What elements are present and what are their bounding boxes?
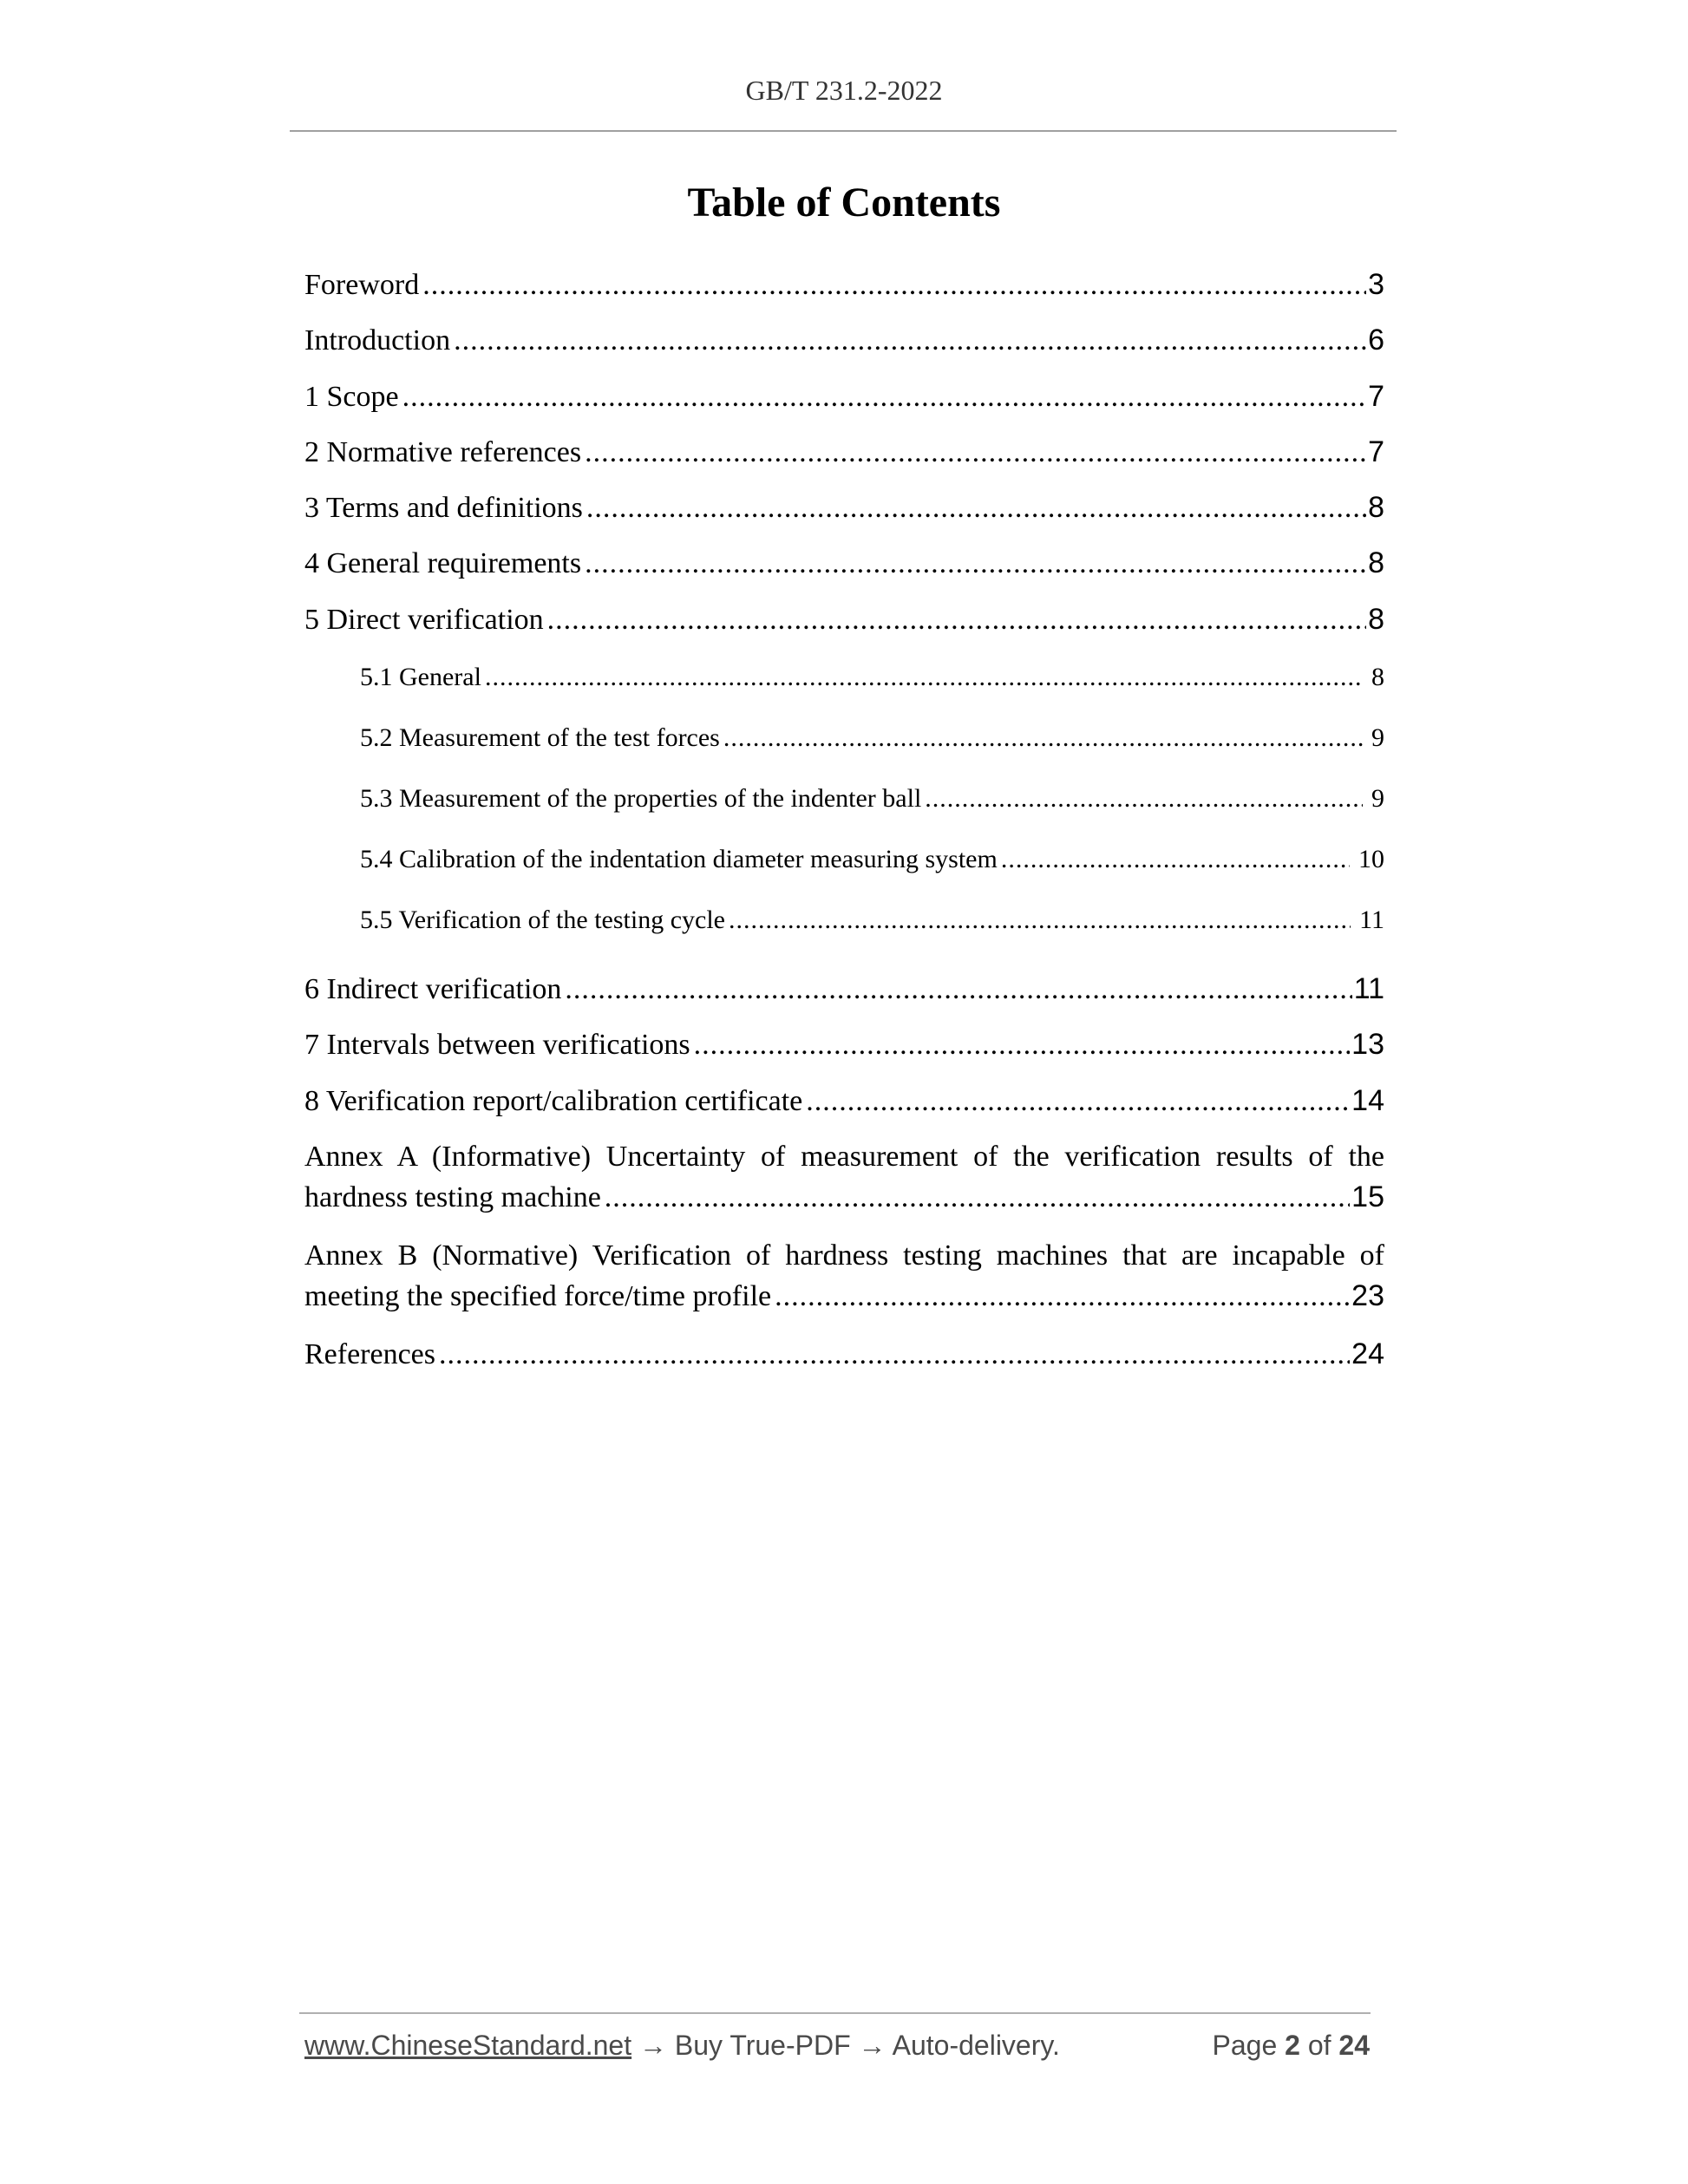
toc-entry-scope[interactable] xyxy=(304,369,1384,424)
toc-entry-title: 7 Intervals between verifications xyxy=(304,1029,690,1062)
toc-entry-page: 11 xyxy=(1353,972,1384,1006)
arrow-right-icon: → xyxy=(858,2030,887,2061)
document-code-header: GB/T 231.2-2022 xyxy=(745,75,943,106)
of-label: of xyxy=(1307,2030,1331,2061)
dot-leader xyxy=(547,592,1366,648)
toc-entry-page: 9 xyxy=(1371,784,1384,814)
toc-entry-annex-a[interactable] xyxy=(304,1128,1384,1227)
toc-entry-page: 8 xyxy=(1371,663,1384,692)
toc-subentry-5-1[interactable] xyxy=(304,647,1384,708)
toc-entry-title-line2: meeting the specified force/time profile xyxy=(304,1279,772,1312)
toc-entry-title: 8 Verification report/calibration certificate xyxy=(304,1084,803,1117)
toc-subentry-5-5[interactable] xyxy=(304,890,1384,951)
toc-entry-title: 3 Terms and definitions xyxy=(304,492,583,525)
dot-leader xyxy=(775,1276,1350,1317)
toc-entry-title: 5.5 Verification of the testing cycle xyxy=(360,906,725,935)
toc-entry-title: 6 Indirect verification xyxy=(304,973,562,1006)
page-label: Page xyxy=(1212,2030,1278,2061)
toc-entry-direct-verification[interactable] xyxy=(304,592,1384,647)
total-page-count: 24 xyxy=(1338,2030,1370,2061)
header-divider xyxy=(290,130,1397,132)
toc-entry-page: 15 xyxy=(1351,1180,1384,1213)
toc-entry-page: 13 xyxy=(1351,1028,1384,1062)
auto-delivery-text: Auto-delivery. xyxy=(892,2030,1060,2061)
toc-entry-page: 8 xyxy=(1368,602,1384,636)
toc-entry-terms-and-definitions[interactable] xyxy=(304,480,1384,535)
toc-entry-page: 24 xyxy=(1351,1337,1384,1370)
dot-leader xyxy=(585,425,1366,481)
toc-subentry-5-2[interactable] xyxy=(304,708,1384,768)
toc-entry-page: 14 xyxy=(1351,1083,1384,1117)
dot-leader xyxy=(605,1177,1350,1218)
toc-entry-title: Introduction xyxy=(304,324,451,357)
toc-entry-page: 6 xyxy=(1368,324,1384,357)
website-link[interactable]: www.ChineseStandard.net xyxy=(304,2030,632,2061)
toc-entry-page: 8 xyxy=(1368,546,1384,580)
toc-entry-title: 5.4 Calibration of the indentation diameter measuring system xyxy=(360,845,998,874)
toc-entry-page: 10 xyxy=(1358,845,1384,874)
dot-leader xyxy=(723,708,1363,768)
toc-entry-intervals[interactable] xyxy=(304,1017,1384,1072)
toc-entry-introduction[interactable] xyxy=(304,312,1384,368)
dot-leader xyxy=(439,1327,1350,1383)
toc-entry-annex-b[interactable] xyxy=(304,1227,1384,1326)
toc-entry-page: 11 xyxy=(1359,906,1384,935)
toc-entry-general-requirements[interactable] xyxy=(304,535,1384,591)
page-footer xyxy=(304,2030,1370,2068)
toc-entry-foreword[interactable] xyxy=(304,257,1384,312)
buy-true-pdf-text: Buy True-PDF xyxy=(674,2030,851,2061)
toc-entry-title: 4 General requirements xyxy=(304,547,582,580)
current-page-number: 2 xyxy=(1285,2030,1300,2061)
dot-leader xyxy=(402,369,1366,425)
toc-entry-title: 5 Direct verification xyxy=(304,603,544,636)
toc-entry-title: 1 Scope xyxy=(304,380,399,413)
toc-subentry-5-3[interactable] xyxy=(304,768,1384,829)
toc-entry-title: 2 Normative references xyxy=(304,435,582,468)
toc-subsection-group xyxy=(304,647,1384,961)
footer-divider xyxy=(299,2012,1371,2014)
dot-leader xyxy=(925,768,1363,829)
toc-entry-normative-references[interactable] xyxy=(304,424,1384,480)
dot-leader xyxy=(454,313,1366,369)
toc-entry-page: 23 xyxy=(1351,1278,1384,1312)
toc-entry-indirect-verification[interactable] xyxy=(304,961,1384,1017)
toc-entry-title-line2: hardness testing machine xyxy=(304,1180,601,1213)
toc-entry-page: 9 xyxy=(1371,723,1384,753)
toc-entry-references[interactable] xyxy=(304,1326,1384,1382)
toc-entry-verification-report[interactable] xyxy=(304,1073,1384,1128)
toc-entry-title: Foreword xyxy=(304,269,420,301)
toc-entry-title: References xyxy=(304,1337,436,1370)
dot-leader xyxy=(485,647,1363,708)
arrow-right-icon: → xyxy=(639,2030,667,2061)
dot-leader xyxy=(586,481,1366,536)
toc-subentry-5-4[interactable] xyxy=(304,829,1384,890)
dot-leader xyxy=(422,258,1366,313)
toc-entry-page: 7 xyxy=(1368,435,1384,468)
dot-leader xyxy=(729,890,1351,951)
toc-entry-title-line1: Annex B (Normative) Verification of hardness testing machines that are incapable of xyxy=(304,1239,1384,1272)
toc-entry-title: 5.3 Measurement of the properties of the indenter ball xyxy=(360,784,922,814)
page-number-indicator xyxy=(1213,2030,1370,2062)
dot-leader xyxy=(585,536,1366,592)
toc-title: Table of Contents xyxy=(687,180,1001,226)
toc-entry-title: 5.1 General xyxy=(360,663,481,692)
table-of-contents xyxy=(304,257,1384,1382)
dot-leader xyxy=(1001,829,1350,890)
toc-entry-page: 7 xyxy=(1368,379,1384,413)
dot-leader xyxy=(806,1074,1350,1129)
toc-entry-title-line1: Annex A (Informative) Uncertainty of measurement of the verification results of the xyxy=(304,1140,1384,1173)
toc-entry-page: 3 xyxy=(1368,268,1384,301)
toc-entry-title: 5.2 Measurement of the test forces xyxy=(360,723,720,753)
dot-leader xyxy=(694,1017,1351,1073)
dot-leader xyxy=(565,962,1351,1017)
toc-entry-page: 8 xyxy=(1368,491,1384,525)
